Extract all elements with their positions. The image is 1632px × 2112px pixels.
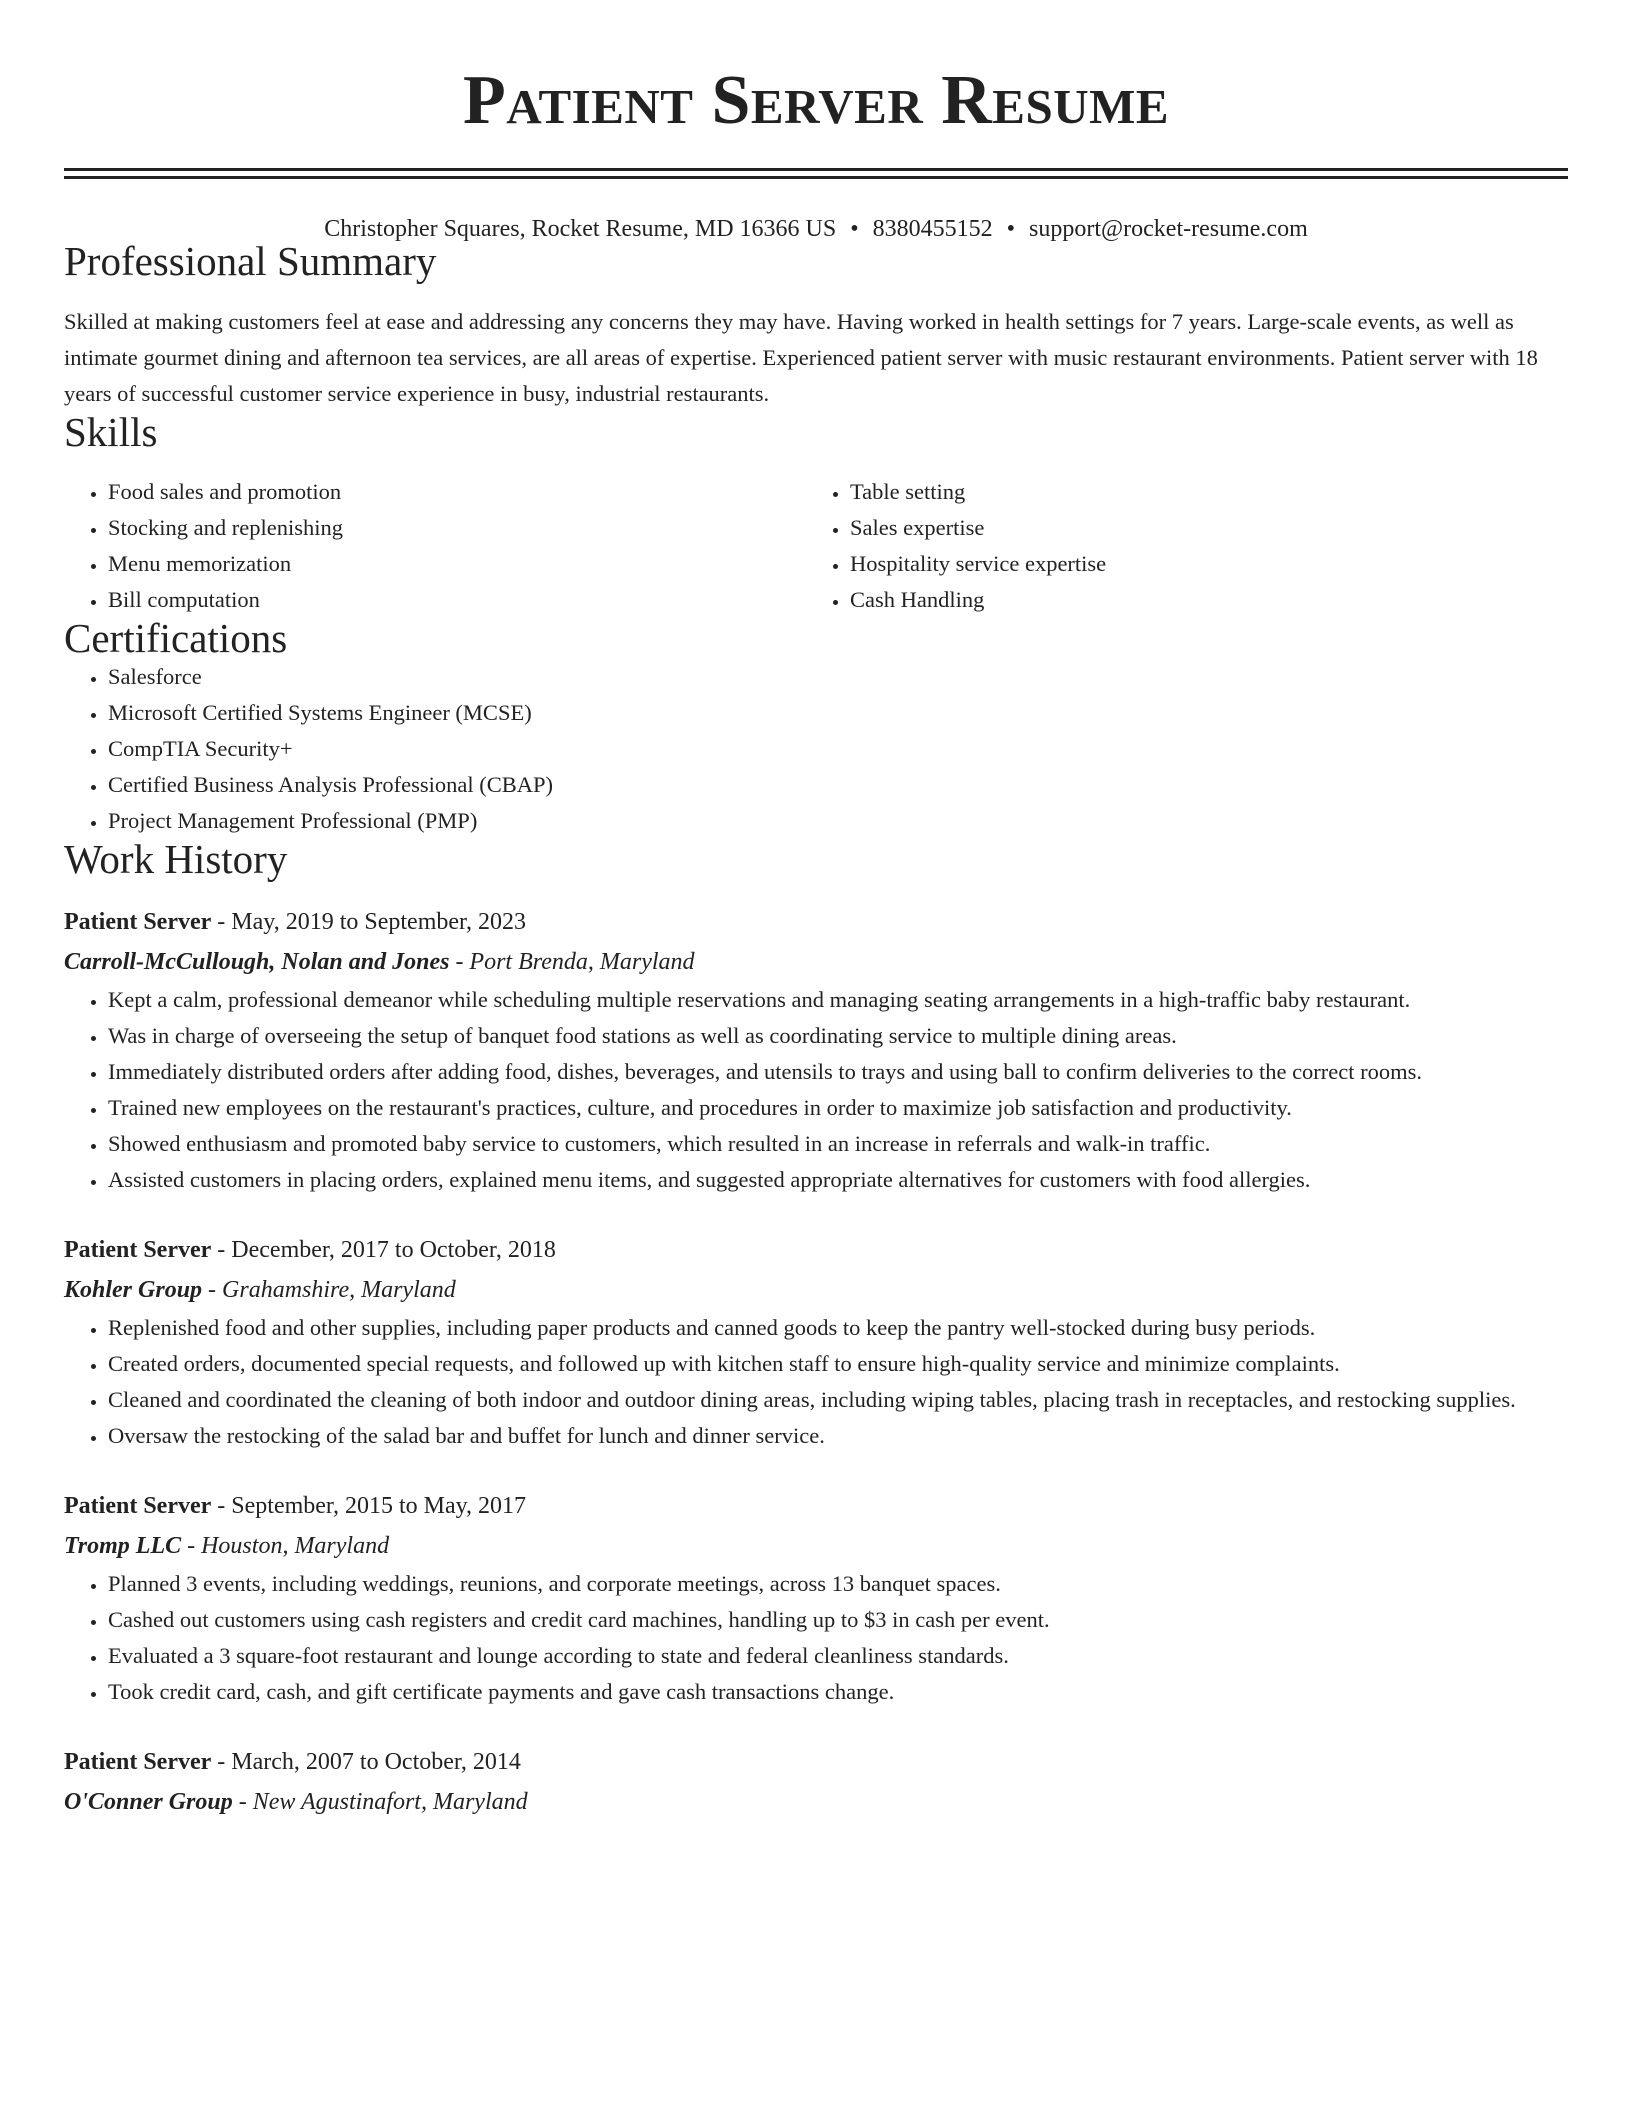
job-role: Patient Server bbox=[64, 1749, 212, 1775]
job-duty: • Immediately distributed orders after adding food, dishes, beverages, and utensils to trays and using ball to confirm deliveries to the correct rooms. bbox=[108, 1054, 1568, 1090]
job-company-line bbox=[64, 1782, 1568, 1822]
job-duty: • Created orders, documented special requests, and followed up with kitchen staff to ensure high-quality service and minimize complaints. bbox=[108, 1346, 1568, 1382]
contact-email: support@rocket-resume.com bbox=[1029, 216, 1308, 242]
job-entry bbox=[64, 902, 1568, 1198]
certification-item: • Microsoft Certified Systems Engineer (MCSE) bbox=[108, 695, 1568, 731]
job-location: - Port Brenda, Maryland bbox=[449, 949, 695, 975]
job-company: Carroll-McCullough, Nolan and Jones bbox=[64, 949, 450, 975]
job-title-line bbox=[64, 902, 1568, 942]
page-title: Patient Server Resume bbox=[462, 62, 1170, 139]
job-title-line bbox=[64, 1486, 1568, 1526]
job-dates: - September, 2015 to May, 2017 bbox=[211, 1493, 527, 1519]
work-history-heading: Work History bbox=[64, 836, 288, 882]
skill-item: • Hospitality service expertise bbox=[850, 546, 1548, 582]
job-duty: • Replenished food and other supplies, including paper products and canned goods to keep the pantry well-stocked during busy periods. bbox=[108, 1310, 1568, 1346]
job-duty: • Trained new employees on the restaurant's practices, culture, and procedures in order to maximize job satisfaction and productivity. bbox=[108, 1090, 1568, 1126]
skill-item: • Sales expertise bbox=[850, 510, 1548, 546]
job-company-line bbox=[64, 942, 1568, 982]
contact-separator: • bbox=[850, 216, 859, 242]
skills-list-left bbox=[64, 474, 806, 618]
summary-heading: Professional Summary bbox=[64, 238, 437, 284]
job-entry bbox=[64, 1486, 1568, 1710]
job-duty: • Cleaned and coordinated the cleaning of both indoor and outdoor dining areas, including wiping tables, placing trash in receptacles, and restocking supplies. bbox=[108, 1382, 1568, 1418]
job-dates: - March, 2007 to October, 2014 bbox=[211, 1749, 521, 1775]
job-location: - New Agustinafort, Maryland bbox=[232, 1789, 528, 1815]
job-role: Patient Server bbox=[64, 1237, 212, 1263]
contact-address: Christopher Squares, Rocket Resume, MD 16366 US bbox=[324, 216, 837, 242]
job-duty: • Showed enthusiasm and promoted baby service to customers, which resulted in an increase in referrals and walk-in traffic. bbox=[108, 1126, 1568, 1162]
job-duties-list bbox=[64, 1566, 1568, 1710]
skills-heading: Skills bbox=[64, 409, 158, 455]
skills-column-right bbox=[806, 474, 1548, 618]
contact-separator: • bbox=[1006, 216, 1016, 242]
job-company: Tromp LLC bbox=[64, 1533, 182, 1559]
job-duty: • Kept a calm, professional demeanor while scheduling multiple reservations and managing seating arrangements in a high-traffic baby restaurant. bbox=[108, 982, 1568, 1018]
certification-item: • Certified Business Analysis Professional (CBAP) bbox=[108, 767, 1568, 803]
certifications-list bbox=[64, 659, 1568, 839]
job-title-line bbox=[64, 1230, 1568, 1270]
job-company: O'Conner Group bbox=[64, 1789, 233, 1815]
job-duty: • Took credit card, cash, and gift certificate payments and gave cash transactions change. bbox=[108, 1674, 1568, 1710]
job-role: Patient Server bbox=[64, 909, 212, 935]
job-location: - Grahamshire, Maryland bbox=[202, 1277, 456, 1303]
job-dates: - May, 2019 to September, 2023 bbox=[211, 909, 527, 935]
job-company: Kohler Group bbox=[64, 1277, 203, 1303]
certification-item: • Project Management Professional (PMP) bbox=[108, 803, 1568, 839]
job-duty: • Assisted customers in placing orders, explained menu items, and suggested appropriate alternatives for customers with food allergies. bbox=[108, 1162, 1568, 1198]
job-location: - Houston, Maryland bbox=[181, 1533, 390, 1559]
certifications-heading: Certifications bbox=[64, 615, 288, 661]
title-divider bbox=[64, 168, 1568, 179]
job-duty: • Cashed out customers using cash registers and credit card machines, handling up to $3 in cash per event. bbox=[108, 1602, 1568, 1638]
certification-item: • Salesforce bbox=[108, 659, 1568, 695]
summary-text: Skilled at making customers feel at ease and addressing any concerns they may have. Having worked in health settings for 7 years. Large-scale events, as well as intimate gourmet dining and afternoon tea services, are all areas of expertise. Experienced patient server with music restaurant environments. Patient server with 18 years of successful customer service experience in busy, industrial restaurants. bbox=[64, 309, 1538, 406]
skill-item: • Food sales and promotion bbox=[108, 474, 806, 510]
job-duty: • Was in charge of overseeing the setup of banquet food stations as well as coordinating service to multiple dining areas. bbox=[108, 1018, 1568, 1054]
job-duty: • Evaluated a 3 square-foot restaurant and lounge according to state and federal cleanliness standards. bbox=[108, 1638, 1568, 1674]
job-entry bbox=[64, 1230, 1568, 1454]
skill-item: • Bill computation bbox=[108, 582, 806, 618]
job-company-line bbox=[64, 1526, 1568, 1566]
job-duties-list bbox=[64, 1310, 1568, 1454]
job-duties-list bbox=[64, 982, 1568, 1198]
skill-item: • Menu memorization bbox=[108, 546, 806, 582]
skill-item: • Stocking and replenishing bbox=[108, 510, 806, 546]
certification-item: • CompTIA Security+ bbox=[108, 731, 1568, 767]
job-company-line bbox=[64, 1270, 1568, 1310]
skills-grid bbox=[64, 474, 1568, 618]
job-duty: • Planned 3 events, including weddings, reunions, and corporate meetings, across 13 banquet spaces. bbox=[108, 1566, 1568, 1602]
contact-phone: 8380455152 bbox=[872, 216, 993, 242]
job-duty: • Oversaw the restocking of the salad bar and buffet for lunch and dinner service. bbox=[108, 1418, 1568, 1454]
skill-item: • Table setting bbox=[850, 474, 1548, 510]
job-title-line bbox=[64, 1742, 1568, 1782]
skill-item: • Cash Handling bbox=[850, 582, 1548, 618]
skills-list-right bbox=[806, 474, 1548, 618]
job-role: Patient Server bbox=[64, 1493, 212, 1519]
job-dates: - December, 2017 to October, 2018 bbox=[211, 1237, 556, 1263]
job-entry bbox=[64, 1742, 1568, 1822]
skills-column-left bbox=[64, 474, 806, 618]
